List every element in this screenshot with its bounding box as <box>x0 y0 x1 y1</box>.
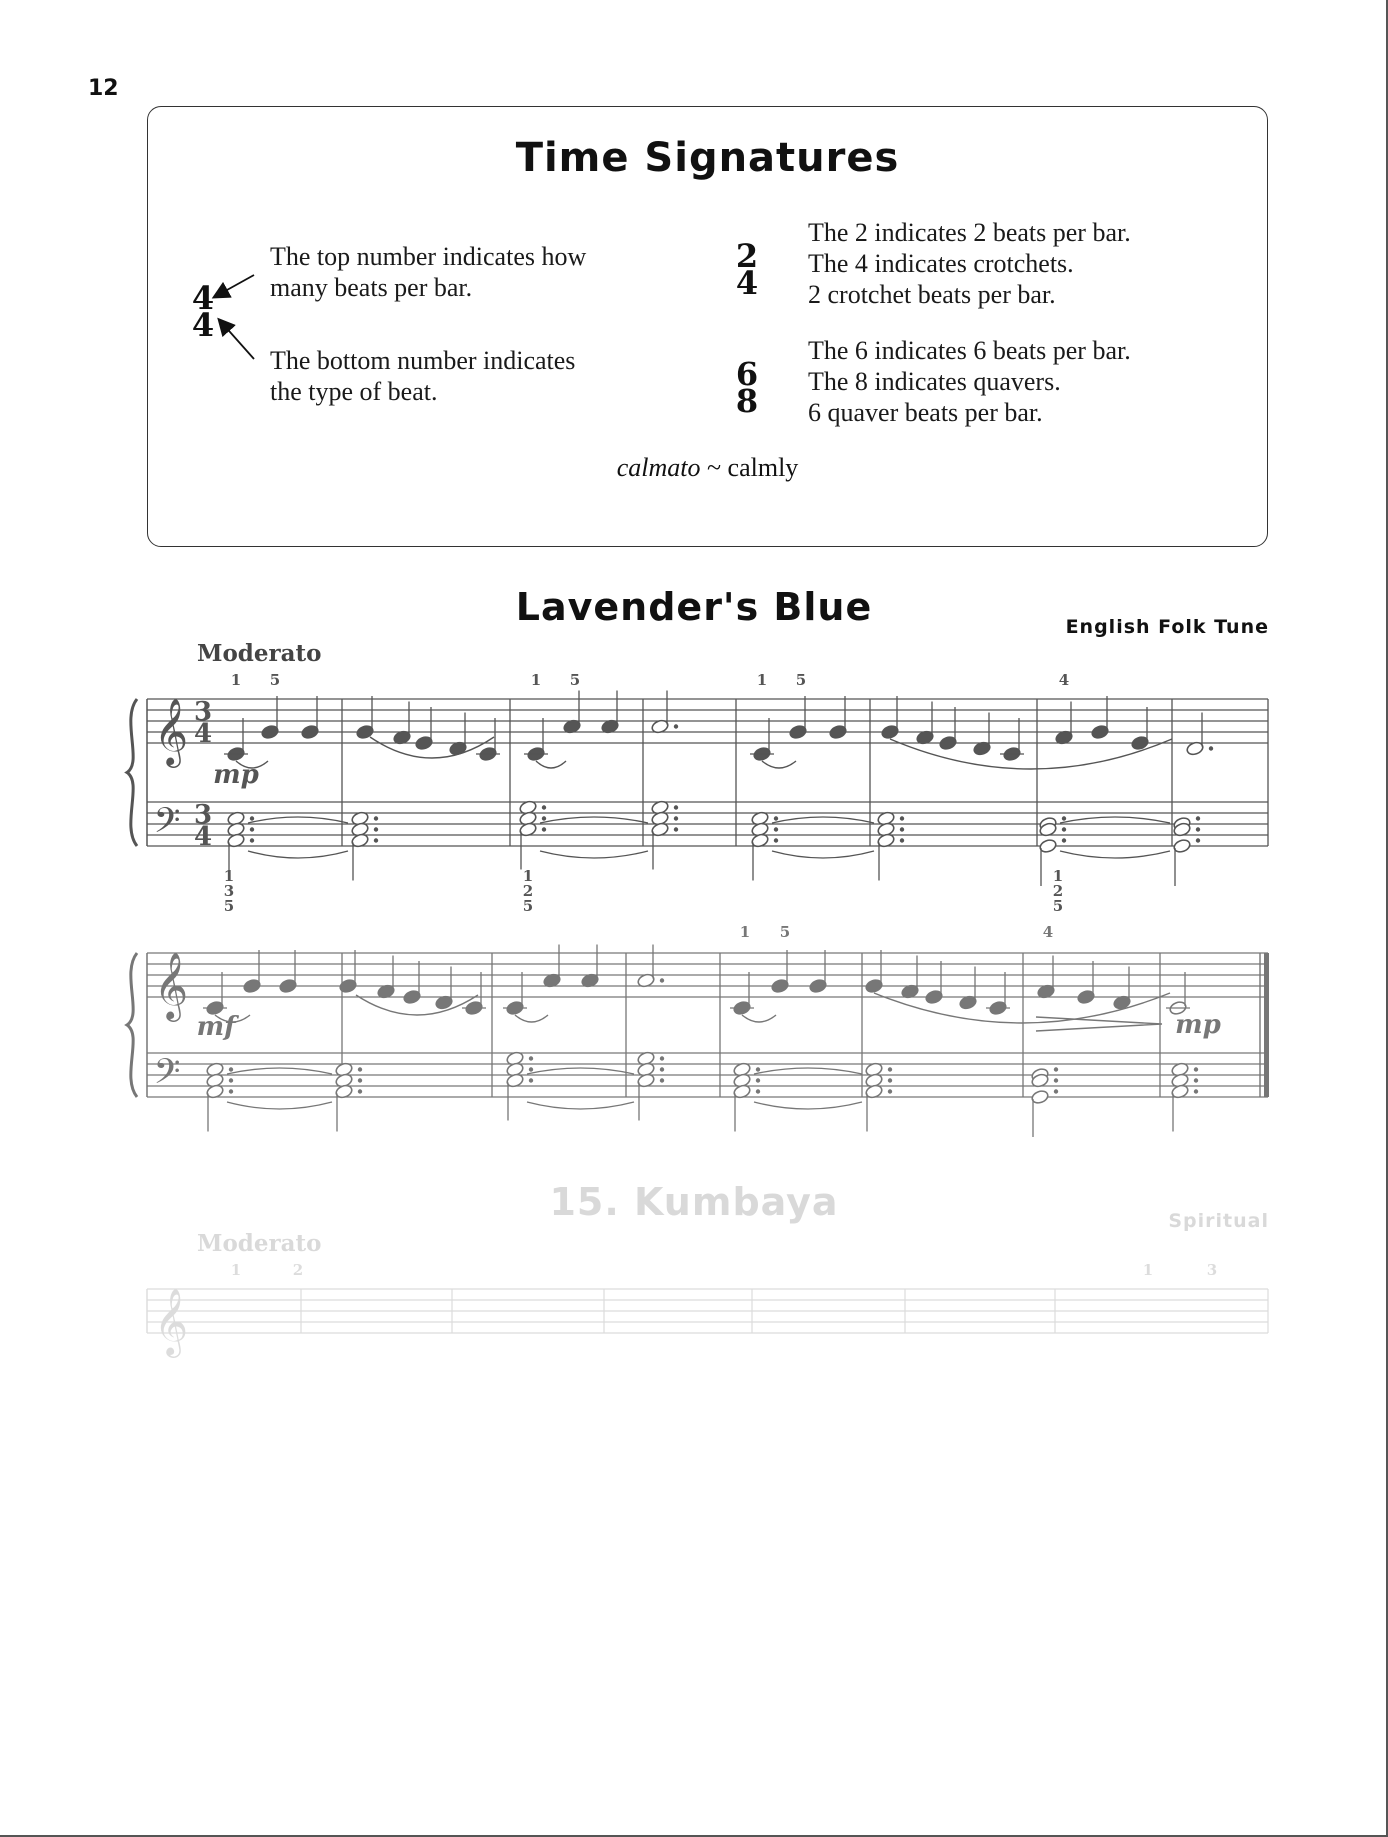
fingering-number: 1 <box>1052 867 1064 885</box>
fingering-number: 5 <box>1052 897 1064 915</box>
six-eight-signature <box>732 355 762 420</box>
fingering-number: 5 <box>795 671 807 689</box>
augmentation-dot <box>529 1078 533 1082</box>
arrow-to-bottom-number <box>222 323 254 359</box>
augmentation-dot <box>250 816 254 820</box>
fingering-number: 5 <box>779 923 791 941</box>
fingering-number: 3 <box>223 882 235 900</box>
augmentation-dot <box>358 1067 362 1071</box>
dynamic-marking: mf <box>196 1012 236 1042</box>
tempo-marking-2: Moderato <box>197 1230 322 1257</box>
augmentation-dot <box>674 724 678 728</box>
six-eight-explanation: The 6 indicates 6 beats per bar. The 8 indicates quavers. 6 quaver beats per bar. <box>808 336 1131 427</box>
brace <box>127 953 137 1097</box>
tie <box>754 1102 862 1109</box>
augmentation-dot <box>1194 1089 1198 1093</box>
slur <box>536 761 566 768</box>
augmentation-dot <box>660 978 664 982</box>
page-number: 12 <box>88 76 119 101</box>
decrescendo-hairpin <box>1036 1017 1162 1031</box>
term-calmato: calmato <box>616 453 701 482</box>
ts-top: 6 <box>735 355 759 393</box>
augmentation-dot <box>542 805 546 809</box>
arrows <box>208 257 268 377</box>
fingering-number: 5 <box>269 671 281 689</box>
slur <box>742 1015 776 1022</box>
augmentation-dot <box>774 838 778 842</box>
treble-clef: 𝄞 <box>153 1287 189 1355</box>
tempo-marking: Moderato <box>197 640 322 667</box>
augmentation-dot <box>888 1067 892 1071</box>
tie <box>248 851 348 858</box>
fingering-number: 1 <box>223 867 235 885</box>
augmentation-dot <box>1062 838 1066 842</box>
composer: English Folk Tune <box>1065 616 1269 638</box>
slur <box>762 761 796 768</box>
time-signature-top: 3 <box>193 800 213 830</box>
fingering-number: 1 <box>522 867 534 885</box>
tie <box>772 851 874 858</box>
augmentation-dot <box>674 816 678 820</box>
time-signature-bottom: 4 <box>193 822 213 852</box>
augmentation-dot <box>900 827 904 831</box>
two-four-signature <box>732 237 762 302</box>
tie <box>1060 851 1170 858</box>
time-signature-top: 3 <box>193 697 213 727</box>
augmentation-dot <box>756 1089 760 1093</box>
arrow-to-top-number <box>218 275 254 295</box>
fingering-number: 1 <box>1142 1261 1154 1279</box>
treble-clef: 𝄞 <box>153 697 189 765</box>
augmentation-dot <box>229 1078 233 1082</box>
augmentation-dot <box>374 816 378 820</box>
augmentation-dot <box>774 827 778 831</box>
dynamic-marking: mp <box>1175 1010 1221 1040</box>
fingering-number: 4 <box>1042 923 1054 941</box>
augmentation-dot <box>250 838 254 842</box>
score-system-3 <box>0 1255 1388 1355</box>
augmentation-dot <box>529 1067 533 1071</box>
dynamic-marking: mp <box>213 760 259 790</box>
box-title: Time Signatures <box>515 135 900 181</box>
ts-top: 4 <box>191 279 215 317</box>
fingering-number: 1 <box>230 671 242 689</box>
tie <box>772 817 874 823</box>
tie <box>227 1102 332 1109</box>
augmentation-dot <box>660 1078 664 1082</box>
fingering-number: 2 <box>292 1261 304 1279</box>
augmentation-dot <box>1194 1078 1198 1082</box>
augmentation-dot <box>529 1056 533 1060</box>
fingering-number: 4 <box>1058 671 1070 689</box>
augmentation-dot <box>1062 816 1066 820</box>
fingering-number: 5 <box>223 897 235 915</box>
augmentation-dot <box>250 827 254 831</box>
augmentation-dot <box>1196 827 1200 831</box>
box-footer <box>148 453 1267 483</box>
ts-top: 2 <box>735 237 759 275</box>
tie <box>248 817 348 823</box>
song-title-2: 15. Kumbaya <box>549 1180 839 1224</box>
bass-clef: 𝄢 <box>153 800 181 849</box>
ts-bottom: 4 <box>735 264 759 302</box>
augmentation-dot <box>1209 746 1213 750</box>
augmentation-dot <box>660 1067 664 1071</box>
ts-bottom: 4 <box>191 306 215 344</box>
augmentation-dot <box>674 827 678 831</box>
augmentation-dot <box>374 827 378 831</box>
augmentation-dot <box>1194 1067 1198 1071</box>
top-number-note: The top number indicates how many beats per bar. <box>270 242 587 302</box>
time-signatures-box <box>147 106 1268 547</box>
augmentation-dot <box>1054 1078 1058 1082</box>
bass-clef: 𝄢 <box>153 1051 181 1100</box>
augmentation-dot <box>1054 1067 1058 1071</box>
tie <box>227 1068 332 1074</box>
tie <box>527 1102 634 1109</box>
tie <box>1060 817 1170 823</box>
score-system-1 <box>0 665 1388 915</box>
ts-bottom: 8 <box>735 382 759 420</box>
augmentation-dot <box>229 1089 233 1093</box>
brace <box>127 699 137 846</box>
treble-clef: 𝄞 <box>153 951 189 1019</box>
fingering-number: 3 <box>1206 1261 1218 1279</box>
two-four-explanation: The 2 indicates 2 beats per bar. The 4 indicates crotchets. 2 crotchet beats per bar. <box>808 218 1131 309</box>
tie <box>540 851 648 858</box>
final-barline-thick <box>1264 953 1269 1097</box>
augmentation-dot <box>900 816 904 820</box>
augmentation-dot <box>1196 838 1200 842</box>
augmentation-dot <box>900 838 904 842</box>
term-meaning: ~ calmly <box>700 453 799 482</box>
song-title: Lavender's Blue <box>515 585 873 629</box>
fingering-number: 2 <box>1052 882 1064 900</box>
fingering-number: 1 <box>530 671 542 689</box>
augmentation-dot <box>674 805 678 809</box>
augmentation-dot <box>660 1056 664 1060</box>
bottom-number-note: The bottom number indicates the type of beat. <box>270 346 576 406</box>
slur <box>515 1015 548 1022</box>
augmentation-dot <box>888 1078 892 1082</box>
augmentation-dot <box>1054 1089 1058 1093</box>
composer-2: Spiritual <box>1168 1210 1269 1232</box>
fingering-number: 2 <box>522 882 534 900</box>
augmentation-dot <box>756 1067 760 1071</box>
augmentation-dot <box>1196 816 1200 820</box>
augmentation-dot <box>542 827 546 831</box>
augmentation-dot <box>756 1078 760 1082</box>
tie <box>527 1068 634 1074</box>
time-signature-bottom: 4 <box>193 719 213 749</box>
augmentation-dot <box>374 838 378 842</box>
fingering-number: 5 <box>522 897 534 915</box>
augmentation-dot <box>542 816 546 820</box>
tie <box>540 817 648 823</box>
fingering-number: 1 <box>739 923 751 941</box>
augmentation-dot <box>358 1078 362 1082</box>
fingering-number: 1 <box>230 1261 242 1279</box>
augmentation-dot <box>888 1089 892 1093</box>
augmentation-dot <box>358 1089 362 1093</box>
augmentation-dot <box>774 816 778 820</box>
fingering-number: 5 <box>569 671 581 689</box>
tie <box>754 1068 862 1074</box>
augmentation-dot <box>229 1067 233 1071</box>
score-system-2 <box>0 915 1388 1115</box>
augmentation-dot <box>1062 827 1066 831</box>
fingering-number: 1 <box>756 671 768 689</box>
